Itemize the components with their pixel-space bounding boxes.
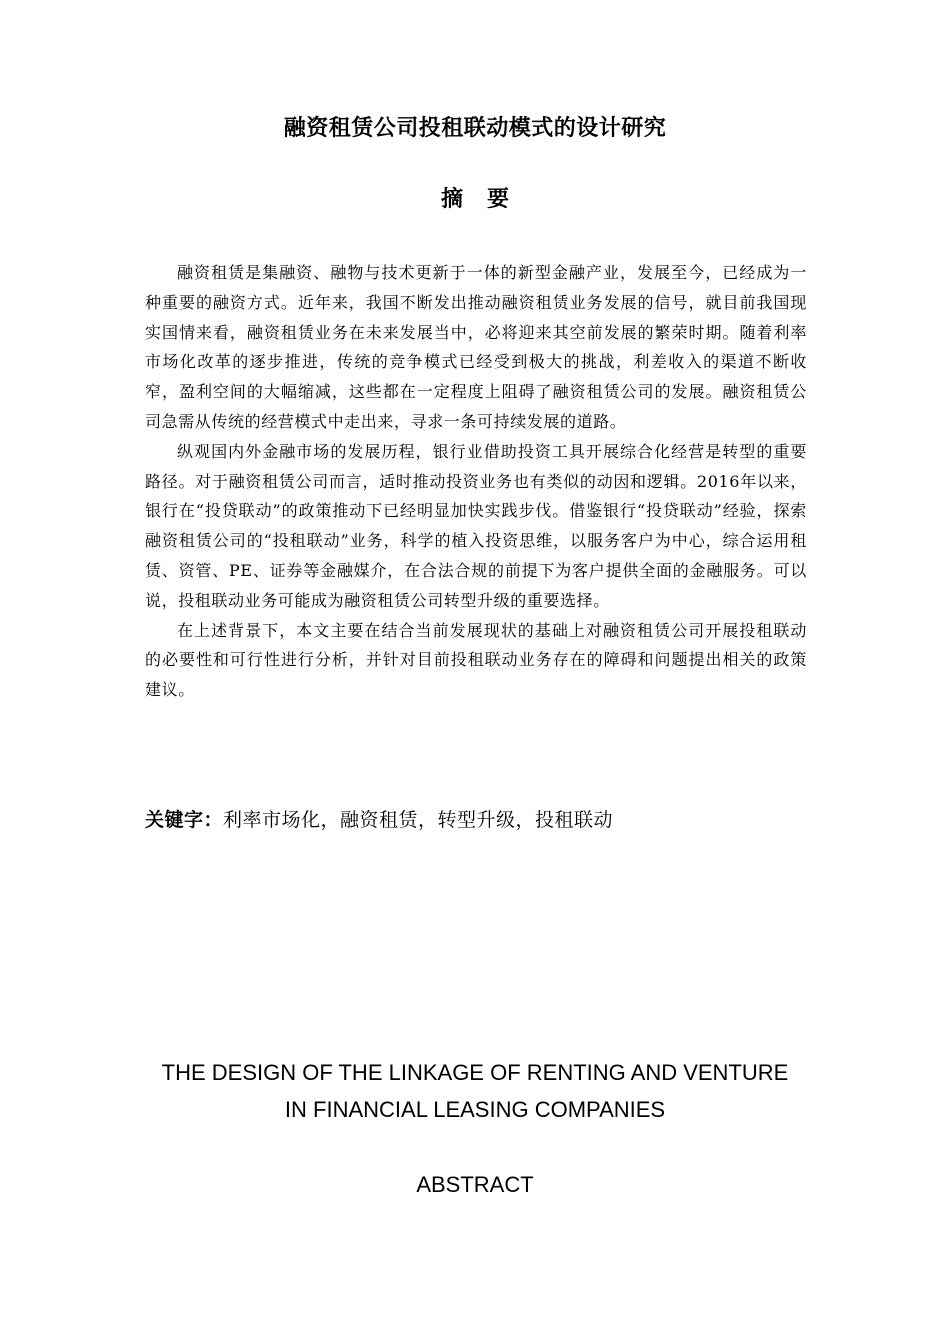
english-title-line-1: THE DESIGN OF THE LINKAGE OF RENTING AND VENTURE [161, 1060, 789, 1085]
keywords-value: 利率市场化，融资租赁，转型升级，投租联动 [223, 809, 614, 831]
english-abstract-heading: ABSTRACT [416, 1172, 534, 1197]
chinese-title: 融资租赁公司投租联动模式的设计研究 [283, 116, 667, 141]
keywords-line [145, 802, 807, 838]
english-title [0, 1054, 950, 1128]
keywords-label: 关键字： [145, 809, 224, 831]
chinese-abstract-body [145, 258, 807, 705]
chinese-abstract-heading: 摘要 [440, 187, 533, 212]
abstract-paragraph-1: 融资租赁是集融资、融物与技术更新于一体的新型金融产业，发展至今，已经成为一种重要的融资方式。近年来，我国不断发出推动融资租赁业务发展的信号，就目前我国现实国情来看，融资租赁业务在未来发展当中，必将迎来其空前发展的繁荣时期。随着利率市场化改革的逐步推进，传统的竞争模式已经受到极大的挑战，利差收入的渠道不断收窄，盈利空间的大幅缩减，这些都在一定程度上阻碍了融资租赁公司的发展。融资租赁公司急需从传统的经营模式中走出来，寻求一条可持续发展的道路。 [145, 263, 807, 431]
english-title-line-2: IN FINANCIAL LEASING COMPANIES [284, 1097, 666, 1122]
abstract-paragraph-2: 纵观国内外金融市场的发展历程，银行业借助投资工具开展综合化经营是转型的重要路径。对于融资租赁公司而言，适时推动投资业务也有类似的动因和逻辑。2016年以来，银行在“投贷联动”的政策推动下已经明显加快实践步伐。借鉴银行“投贷联动”经验，探索融资租赁公司的“投租联动”业务，科学的植入投资思维，以服务客户为中心，综合运用租赁、资管、PE、证券等金融媒介，在合法合规的前提下为客户提供全面的金融服务。可以说，投租联动业务可能成为融资租赁公司转型升级的重要选择。 [145, 441, 807, 610]
abstract-paragraph-3: 在上述背景下，本文主要在结合当前发展现状的基础上对融资租赁公司开展投租联动的必要性和可行性进行分析，并针对目前投租联动业务存在的障碍和问题提出相关的政策建议。 [145, 620, 807, 700]
